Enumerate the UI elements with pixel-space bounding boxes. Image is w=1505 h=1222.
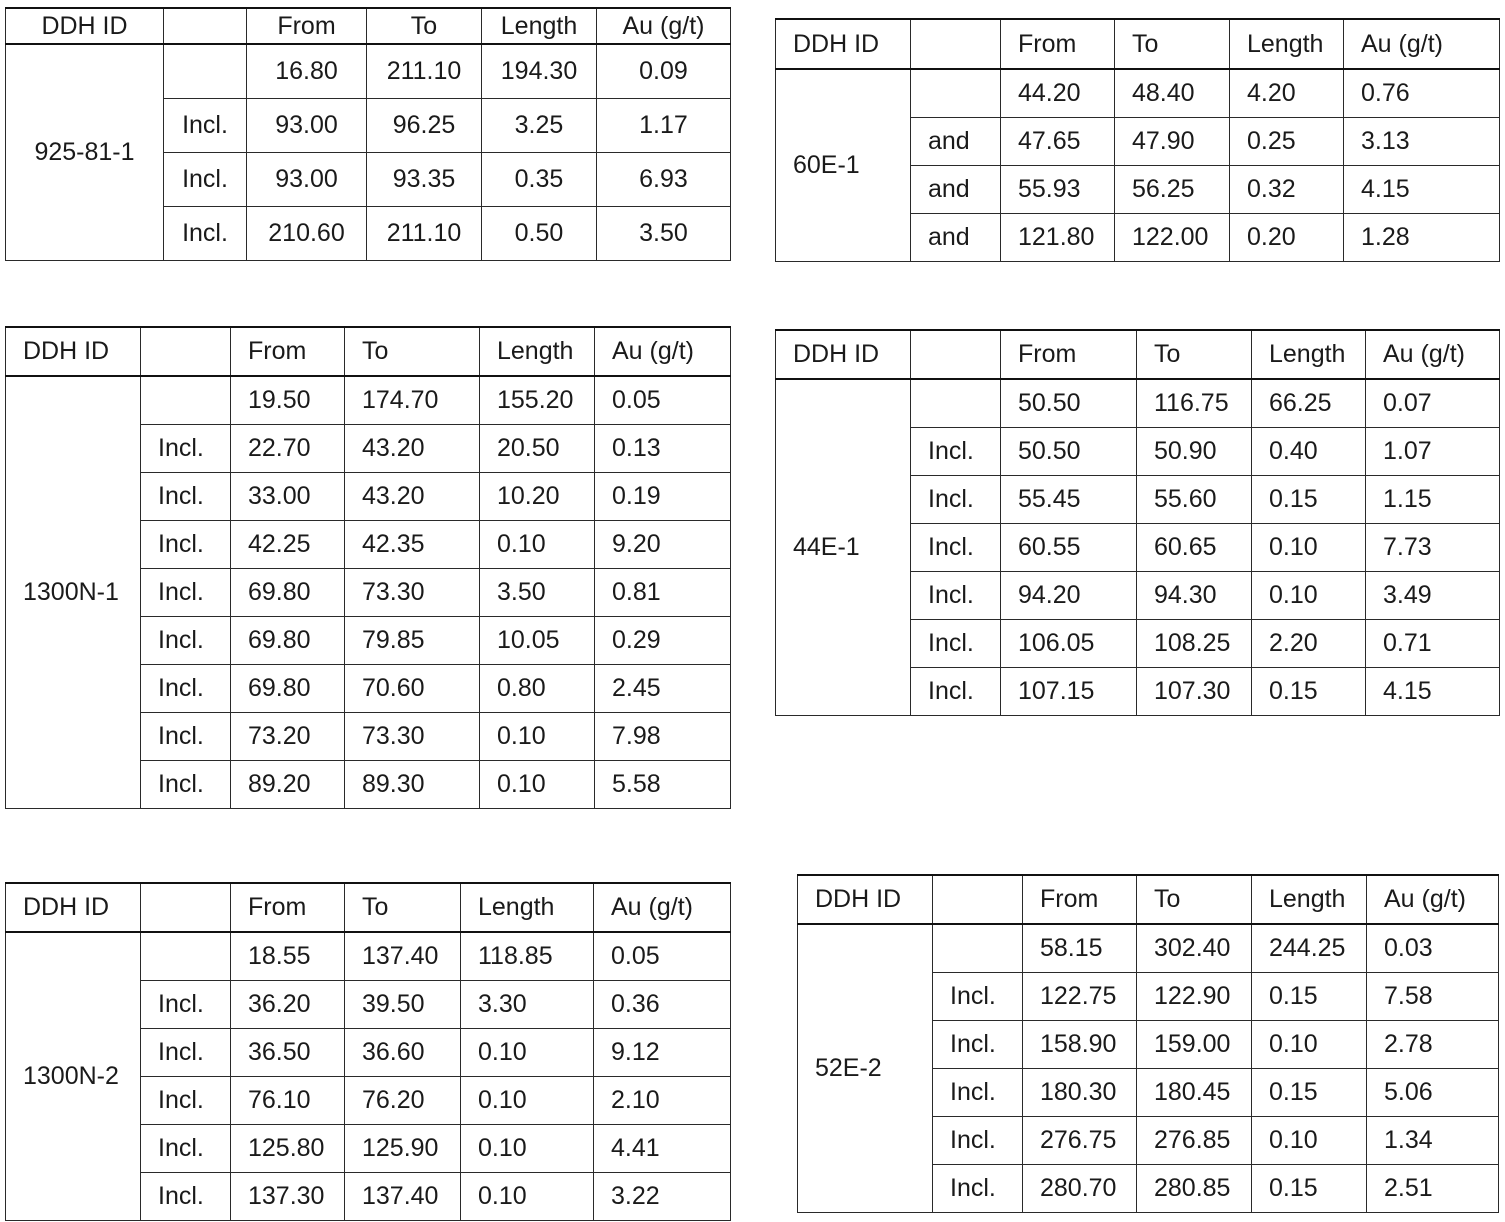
to-cell: 280.85: [1137, 1165, 1252, 1213]
header-qualifier: [141, 327, 231, 376]
from-cell: 106.05: [1001, 620, 1137, 668]
qualifier-cell: and: [911, 214, 1001, 262]
au-cell: 0.71: [1366, 620, 1500, 668]
au-cell: 0.03: [1367, 924, 1499, 973]
from-cell: 18.55: [231, 932, 345, 981]
length-cell: 3.25: [482, 99, 597, 153]
from-cell: 137.30: [231, 1173, 345, 1221]
from-cell: 73.20: [231, 713, 345, 761]
au-cell: 2.51: [1367, 1165, 1499, 1213]
au-cell: 2.45: [595, 665, 731, 713]
table-header-row: [6, 883, 731, 932]
length-cell: 0.10: [461, 1125, 594, 1173]
to-cell: 73.30: [345, 713, 480, 761]
qualifier-cell: Incl.: [164, 153, 247, 207]
length-cell: 10.05: [480, 617, 595, 665]
qualifier-cell: [164, 44, 247, 99]
header-ddh-id: DDH ID: [798, 875, 933, 924]
from-cell: 44.20: [1001, 69, 1115, 118]
from-cell: 16.80: [247, 44, 367, 99]
length-cell: 3.50: [480, 569, 595, 617]
header-ddh-id: DDH ID: [776, 330, 911, 379]
to-cell: 56.25: [1115, 166, 1230, 214]
qualifier-cell: Incl.: [141, 473, 231, 521]
to-cell: 125.90: [345, 1125, 461, 1173]
au-cell: 0.36: [594, 981, 731, 1029]
to-cell: 122.00: [1115, 214, 1230, 262]
qualifier-cell: Incl.: [141, 1125, 231, 1173]
drill-hole-table-52e-2: [797, 874, 1499, 1213]
from-cell: 210.60: [247, 207, 367, 261]
qualifier-cell: [911, 379, 1001, 428]
length-cell: 0.10: [480, 761, 595, 809]
length-cell: 0.10: [461, 1173, 594, 1221]
length-cell: 0.15: [1252, 1165, 1367, 1213]
header-qualifier: [911, 330, 1001, 379]
drill-hole-table-925-81-1: [5, 7, 731, 261]
from-cell: 276.75: [1023, 1117, 1137, 1165]
au-cell: 2.78: [1367, 1021, 1499, 1069]
header-au: Au (g/t): [597, 8, 731, 44]
table-header-row: [798, 875, 1499, 924]
table-row: [6, 376, 731, 425]
header-au: Au (g/t): [594, 883, 731, 932]
au-cell: 7.98: [595, 713, 731, 761]
length-cell: 0.40: [1252, 428, 1366, 476]
qualifier-cell: Incl.: [141, 665, 231, 713]
from-cell: 42.25: [231, 521, 345, 569]
length-cell: 0.15: [1252, 476, 1366, 524]
from-cell: 122.75: [1023, 973, 1137, 1021]
qualifier-cell: [141, 932, 231, 981]
header-length: Length: [482, 8, 597, 44]
au-cell: 6.93: [597, 153, 731, 207]
qualifier-cell: [911, 69, 1001, 118]
from-cell: 125.80: [231, 1125, 345, 1173]
au-cell: 0.05: [595, 376, 731, 425]
header-to: To: [345, 883, 461, 932]
qualifier-cell: Incl.: [141, 713, 231, 761]
au-cell: 0.81: [595, 569, 731, 617]
header-to: To: [1137, 875, 1252, 924]
header-from: From: [1023, 875, 1137, 924]
to-cell: 89.30: [345, 761, 480, 809]
to-cell: 50.90: [1137, 428, 1252, 476]
to-cell: 137.40: [345, 1173, 461, 1221]
qualifier-cell: and: [911, 118, 1001, 166]
from-cell: 93.00: [247, 99, 367, 153]
from-cell: 69.80: [231, 617, 345, 665]
header-length: Length: [461, 883, 594, 932]
table-header-row: [6, 327, 731, 376]
au-cell: 0.29: [595, 617, 731, 665]
header-from: From: [231, 883, 345, 932]
length-cell: 0.50: [482, 207, 597, 261]
from-cell: 69.80: [231, 665, 345, 713]
to-cell: 79.85: [345, 617, 480, 665]
length-cell: 0.25: [1230, 118, 1344, 166]
qualifier-cell: Incl.: [933, 1021, 1023, 1069]
header-au: Au (g/t): [595, 327, 731, 376]
from-cell: 19.50: [231, 376, 345, 425]
to-cell: 107.30: [1137, 668, 1252, 716]
header-au: Au (g/t): [1367, 875, 1499, 924]
table-row: [6, 44, 731, 99]
header-from: From: [1001, 330, 1137, 379]
header-au: Au (g/t): [1344, 19, 1500, 69]
length-cell: 3.30: [461, 981, 594, 1029]
from-cell: 36.50: [231, 1029, 345, 1077]
header-au: Au (g/t): [1366, 330, 1500, 379]
length-cell: 0.10: [1252, 572, 1366, 620]
ddh-id-cell: 44E-1: [776, 379, 911, 716]
header-length: Length: [1252, 875, 1367, 924]
table-header-row: [776, 330, 1500, 379]
header-length: Length: [1230, 19, 1344, 69]
length-cell: 0.10: [480, 713, 595, 761]
from-cell: 158.90: [1023, 1021, 1137, 1069]
header-ddh-id: DDH ID: [6, 8, 164, 44]
from-cell: 33.00: [231, 473, 345, 521]
au-cell: 3.13: [1344, 118, 1500, 166]
header-from: From: [1001, 19, 1115, 69]
au-cell: 3.49: [1366, 572, 1500, 620]
drill-hole-table-1300n-2: [5, 882, 731, 1221]
to-cell: 93.35: [367, 153, 482, 207]
to-cell: 211.10: [367, 44, 482, 99]
length-cell: 0.10: [1252, 1021, 1367, 1069]
au-cell: 5.06: [1367, 1069, 1499, 1117]
length-cell: 0.10: [480, 521, 595, 569]
qualifier-cell: Incl.: [141, 617, 231, 665]
to-cell: 174.70: [345, 376, 480, 425]
qualifier-cell: Incl.: [141, 981, 231, 1029]
length-cell: 0.15: [1252, 973, 1367, 1021]
to-cell: 36.60: [345, 1029, 461, 1077]
from-cell: 22.70: [231, 425, 345, 473]
ddh-id-cell: 1300N-1: [6, 376, 141, 809]
qualifier-cell: Incl.: [141, 1173, 231, 1221]
length-cell: 0.10: [1252, 1117, 1367, 1165]
length-cell: 155.20: [480, 376, 595, 425]
au-cell: 1.07: [1366, 428, 1500, 476]
au-cell: 2.10: [594, 1077, 731, 1125]
to-cell: 73.30: [345, 569, 480, 617]
au-cell: 0.19: [595, 473, 731, 521]
header-ddh-id: DDH ID: [6, 883, 141, 932]
au-cell: 0.76: [1344, 69, 1500, 118]
qualifier-cell: Incl.: [911, 428, 1001, 476]
to-cell: 55.60: [1137, 476, 1252, 524]
length-cell: 0.10: [1252, 524, 1366, 572]
header-length: Length: [1252, 330, 1366, 379]
qualifier-cell: Incl.: [141, 1077, 231, 1125]
qualifier-cell: Incl.: [911, 476, 1001, 524]
header-to: To: [1137, 330, 1252, 379]
drill-hole-table-1300n-1: [5, 326, 731, 809]
header-to: To: [367, 8, 482, 44]
from-cell: 121.80: [1001, 214, 1115, 262]
length-cell: 0.20: [1230, 214, 1344, 262]
au-cell: 7.73: [1366, 524, 1500, 572]
qualifier-cell: Incl.: [933, 1117, 1023, 1165]
to-cell: 276.85: [1137, 1117, 1252, 1165]
qualifier-cell: [933, 924, 1023, 973]
from-cell: 76.10: [231, 1077, 345, 1125]
to-cell: 302.40: [1137, 924, 1252, 973]
from-cell: 94.20: [1001, 572, 1137, 620]
qualifier-cell: Incl.: [141, 425, 231, 473]
length-cell: 0.15: [1252, 668, 1366, 716]
ddh-id-cell: 925-81-1: [6, 44, 164, 261]
qualifier-cell: and: [911, 166, 1001, 214]
header-ddh-id: DDH ID: [776, 19, 911, 69]
qualifier-cell: [141, 376, 231, 425]
header-ddh-id: DDH ID: [6, 327, 141, 376]
ddh-id-cell: 1300N-2: [6, 932, 141, 1221]
header-to: To: [1115, 19, 1230, 69]
to-cell: 47.90: [1115, 118, 1230, 166]
to-cell: 48.40: [1115, 69, 1230, 118]
qualifier-cell: Incl.: [911, 524, 1001, 572]
from-cell: 60.55: [1001, 524, 1137, 572]
header-from: From: [247, 8, 367, 44]
qualifier-cell: Incl.: [141, 1029, 231, 1077]
qualifier-cell: Incl.: [933, 1069, 1023, 1117]
au-cell: 7.58: [1367, 973, 1499, 1021]
au-cell: 3.50: [597, 207, 731, 261]
qualifier-cell: Incl.: [933, 973, 1023, 1021]
to-cell: 211.10: [367, 207, 482, 261]
header-qualifier: [911, 19, 1001, 69]
from-cell: 55.93: [1001, 166, 1115, 214]
au-cell: 1.34: [1367, 1117, 1499, 1165]
table-header-row: [776, 19, 1500, 69]
from-cell: 69.80: [231, 569, 345, 617]
to-cell: 180.45: [1137, 1069, 1252, 1117]
to-cell: 60.65: [1137, 524, 1252, 572]
from-cell: 36.20: [231, 981, 345, 1029]
from-cell: 55.45: [1001, 476, 1137, 524]
table-row: [798, 924, 1499, 973]
to-cell: 96.25: [367, 99, 482, 153]
from-cell: 280.70: [1023, 1165, 1137, 1213]
au-cell: 4.15: [1344, 166, 1500, 214]
from-cell: 93.00: [247, 153, 367, 207]
from-cell: 50.50: [1001, 428, 1137, 476]
length-cell: 0.15: [1252, 1069, 1367, 1117]
ddh-id-cell: 60E-1: [776, 69, 911, 262]
to-cell: 137.40: [345, 932, 461, 981]
drill-hole-table-44e-1: [775, 329, 1500, 716]
header-qualifier: [933, 875, 1023, 924]
to-cell: 43.20: [345, 425, 480, 473]
length-cell: 194.30: [482, 44, 597, 99]
header-qualifier: [141, 883, 231, 932]
to-cell: 94.30: [1137, 572, 1252, 620]
au-cell: 4.15: [1366, 668, 1500, 716]
length-cell: 10.20: [480, 473, 595, 521]
length-cell: 20.50: [480, 425, 595, 473]
qualifier-cell: Incl.: [141, 569, 231, 617]
table-header-row: [6, 8, 731, 44]
from-cell: 58.15: [1023, 924, 1137, 973]
au-cell: 1.15: [1366, 476, 1500, 524]
au-cell: 0.09: [597, 44, 731, 99]
length-cell: 4.20: [1230, 69, 1344, 118]
length-cell: 0.32: [1230, 166, 1344, 214]
au-cell: 5.58: [595, 761, 731, 809]
to-cell: 42.35: [345, 521, 480, 569]
from-cell: 47.65: [1001, 118, 1115, 166]
qualifier-cell: Incl.: [164, 207, 247, 261]
au-cell: 1.28: [1344, 214, 1500, 262]
qualifier-cell: Incl.: [164, 99, 247, 153]
qualifier-cell: Incl.: [933, 1165, 1023, 1213]
to-cell: 70.60: [345, 665, 480, 713]
to-cell: 39.50: [345, 981, 461, 1029]
qualifier-cell: Incl.: [141, 521, 231, 569]
header-from: From: [231, 327, 345, 376]
au-cell: 0.13: [595, 425, 731, 473]
header-to: To: [345, 327, 480, 376]
length-cell: 2.20: [1252, 620, 1366, 668]
length-cell: 66.25: [1252, 379, 1366, 428]
table-row: [776, 69, 1500, 118]
to-cell: 159.00: [1137, 1021, 1252, 1069]
au-cell: 4.41: [594, 1125, 731, 1173]
length-cell: 118.85: [461, 932, 594, 981]
au-cell: 9.12: [594, 1029, 731, 1077]
qualifier-cell: Incl.: [911, 668, 1001, 716]
qualifier-cell: Incl.: [141, 761, 231, 809]
length-cell: 0.10: [461, 1029, 594, 1077]
to-cell: 122.90: [1137, 973, 1252, 1021]
length-cell: 244.25: [1252, 924, 1367, 973]
au-cell: 3.22: [594, 1173, 731, 1221]
au-cell: 9.20: [595, 521, 731, 569]
length-cell: 0.10: [461, 1077, 594, 1125]
header-length: Length: [480, 327, 595, 376]
to-cell: 108.25: [1137, 620, 1252, 668]
from-cell: 180.30: [1023, 1069, 1137, 1117]
au-cell: 0.07: [1366, 379, 1500, 428]
length-cell: 0.80: [480, 665, 595, 713]
table-row: [776, 379, 1500, 428]
to-cell: 116.75: [1137, 379, 1252, 428]
from-cell: 89.20: [231, 761, 345, 809]
from-cell: 50.50: [1001, 379, 1137, 428]
header-qualifier: [164, 8, 247, 44]
qualifier-cell: Incl.: [911, 620, 1001, 668]
qualifier-cell: Incl.: [911, 572, 1001, 620]
au-cell: 0.05: [594, 932, 731, 981]
to-cell: 43.20: [345, 473, 480, 521]
table-row: [6, 932, 731, 981]
ddh-id-cell: 52E-2: [798, 924, 933, 1213]
from-cell: 107.15: [1001, 668, 1137, 716]
to-cell: 76.20: [345, 1077, 461, 1125]
drill-hole-table-60e-1: [775, 18, 1500, 262]
au-cell: 1.17: [597, 99, 731, 153]
length-cell: 0.35: [482, 153, 597, 207]
